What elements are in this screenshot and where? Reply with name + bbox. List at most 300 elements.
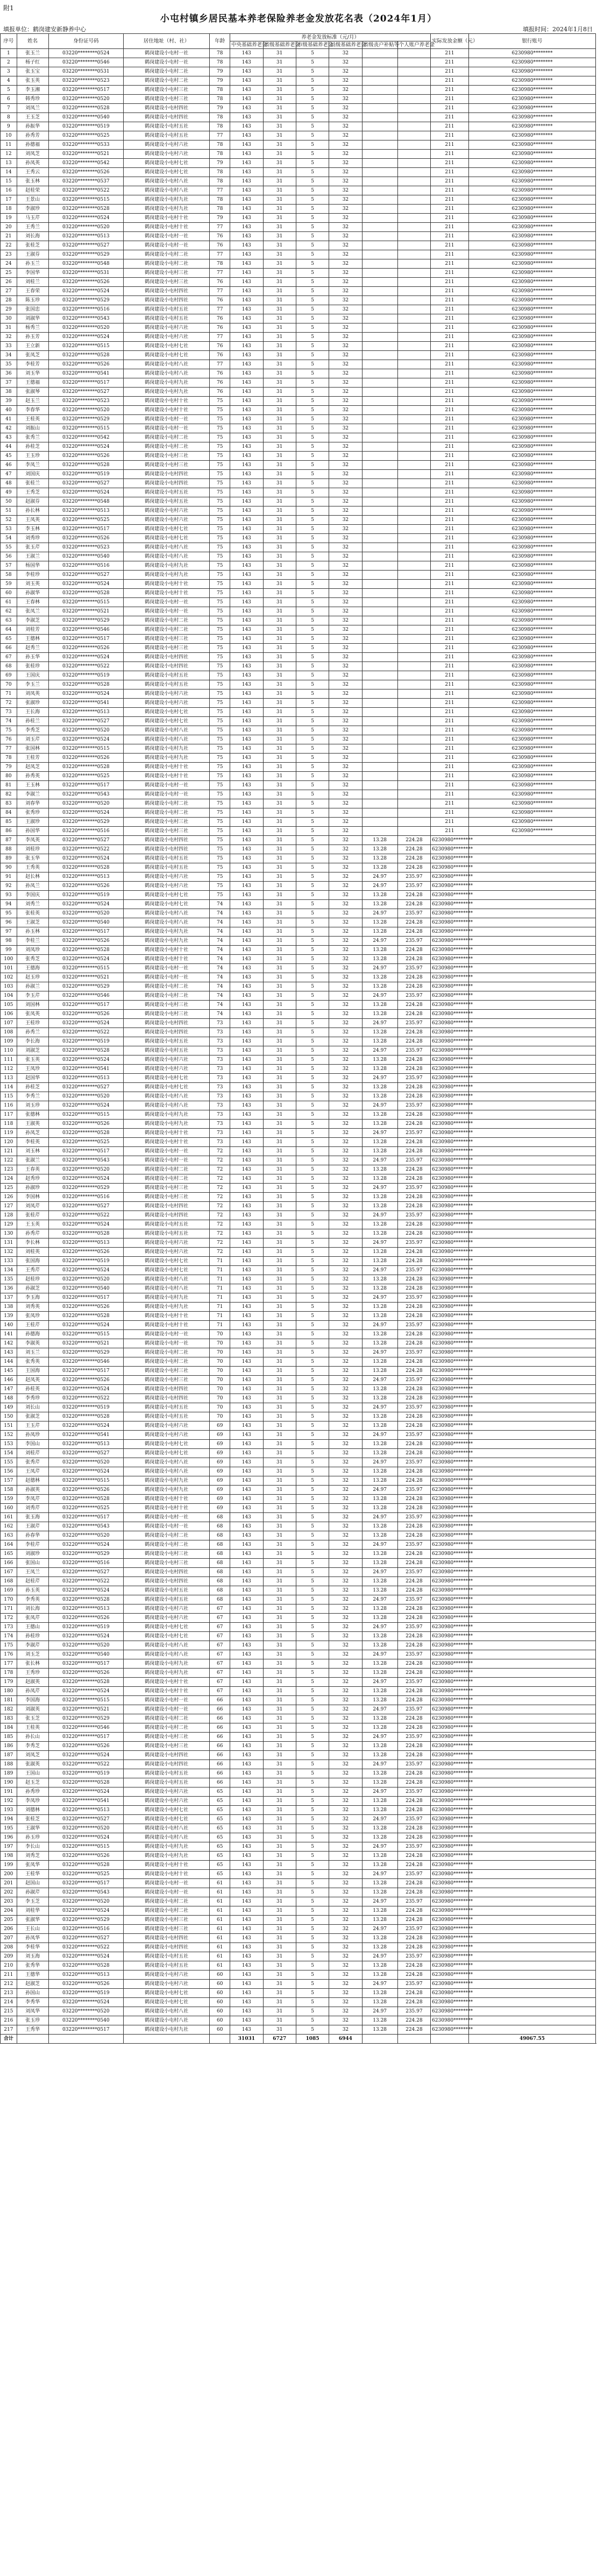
cell-id: 03220********0524 [48,900,123,909]
cell-personal [397,415,430,424]
cell-seq: 41 [1,415,17,424]
cell-central: 143 [230,1284,263,1293]
cell-personal: 235.97 [397,1568,430,1577]
cell-id: 03220********0527 [48,571,123,580]
cell-address: 鹤岗建设小屯村四社 [123,1943,209,1952]
cell-age: 67 [210,1623,230,1632]
cell-bank [468,1669,595,1678]
table-row [1,1916,596,1925]
cell-id: 03220********0515 [48,744,123,754]
table-row [1,1367,596,1376]
cell-subsidy [362,269,397,278]
cell-seq: 111 [1,1055,17,1065]
cell-total: 6230980******** [431,1577,469,1586]
cell-personal: 235.97 [397,1266,430,1275]
cell-county: 32 [329,644,362,653]
cell-bank [468,1083,595,1092]
cell-seq: 56 [1,552,17,561]
cell-age: 73 [210,1028,230,1037]
table-row [1,388,596,397]
cell-address: 鹤岗建设小屯村五社 [123,1046,209,1055]
cell-county: 32 [329,680,362,689]
cell-personal: 224.28 [397,1879,430,1888]
cell-provincial: 31 [263,644,296,653]
cell-subsidy [362,314,397,323]
cell-personal [397,653,430,662]
cell-municipal: 5 [296,360,329,369]
cell-central: 143 [230,790,263,799]
cell-county: 32 [329,1531,362,1540]
cell-address: 鹤岗建设小屯村九社 [123,388,209,397]
cell-bank: 6230980******** [468,122,595,131]
cell-municipal: 5 [296,452,329,461]
cell-central: 143 [230,1074,263,1083]
table-row [1,1989,596,1998]
cell-id: 03220********0525 [48,1870,123,1879]
cell-seq: 39 [1,397,17,406]
cell-total: 6230980******** [431,1513,469,1522]
cell-address: 鹤岗建设小屯村七社 [123,900,209,909]
cell-county: 32 [329,1961,362,1970]
cell-name: 张桂珍 [17,662,48,671]
cell-total: 211 [431,269,469,278]
cell-seq: 213 [1,1989,17,1998]
cell-seq: 119 [1,1129,17,1138]
cell-personal: 235.97 [397,1842,430,1852]
cell-personal: 224.28 [397,1577,430,1586]
table-row [1,836,596,845]
cell-personal: 235.97 [397,1074,430,1083]
cell-provincial: 31 [263,827,296,836]
cell-seq: 132 [1,1248,17,1257]
cell-name: 王淑华 [17,1824,48,1833]
cell-county: 32 [329,754,362,763]
cell-municipal: 5 [296,378,329,388]
cell-provincial: 31 [263,1540,296,1550]
cell-total: 6230980******** [431,1870,469,1879]
cell-address: 鹤岗建设小屯村七社 [123,1083,209,1092]
cell-county: 32 [329,1641,362,1650]
cell-county: 32 [329,2016,362,2025]
cell-personal: 235.97 [397,1925,430,1934]
cell-total: 211 [431,58,469,67]
cell-county: 32 [329,1842,362,1852]
cell-name: 赵淑芬 [17,497,48,506]
cell-total: 211 [431,827,469,836]
cell-central: 143 [230,534,263,543]
cell-age: 71 [210,1275,230,1284]
cell-bank [468,1367,595,1376]
cell-age: 60 [210,1970,230,1980]
cell-seq: 183 [1,1714,17,1723]
cell-central: 143 [230,1742,263,1751]
table-row [1,1879,596,1888]
cell-id: 03220********0541 [48,1065,123,1074]
cell-county: 32 [329,699,362,708]
cell-personal [397,314,430,323]
cell-provincial: 31 [263,406,296,415]
cell-central: 143 [230,1476,263,1486]
table-row [1,415,596,424]
cell-county: 32 [329,488,362,497]
cell-municipal: 5 [296,2025,329,2035]
cell-address: 鹤岗建设小屯村七社 [123,1998,209,2007]
cell-seq: 43 [1,433,17,442]
cell-seq: 51 [1,506,17,516]
cell-county: 32 [329,571,362,580]
cell-id: 03220********0524 [48,854,123,863]
cell-bank [468,1797,595,1806]
cell-age: 75 [210,717,230,726]
cell-provincial: 31 [263,891,296,900]
cell-seq: 176 [1,1650,17,1659]
cell-central: 143 [230,1293,263,1303]
cell-central: 143 [230,644,263,653]
cell-personal: 224.28 [397,1412,430,1421]
cell-municipal: 5 [296,1614,329,1623]
cell-name: 孙桂芝 [17,442,48,452]
cell-seq: 25 [1,269,17,278]
cell-age: 74 [210,1001,230,1010]
cell-name: 赵德林 [17,1476,48,1486]
cell-municipal: 5 [296,991,329,1001]
cell-name: 刘玉芹 [17,735,48,744]
cell-provincial: 31 [263,159,296,168]
cell-name: 李玉林 [17,525,48,534]
cell-central: 143 [230,1659,263,1669]
cell-seq: 107 [1,1019,17,1028]
cell-name: 刘国庆 [17,470,48,479]
cell-total: 211 [431,177,469,186]
cell-municipal: 5 [296,1385,329,1394]
cell-provincial: 31 [263,1083,296,1092]
cell-age: 71 [210,1321,230,1330]
cell-name: 李玉芝 [17,1897,48,1906]
cell-name: 张桂芹 [17,1211,48,1220]
cell-subsidy [362,561,397,571]
cell-seq: 8 [1,113,17,122]
cell-id: 03220********0527 [48,1568,123,1577]
cell-central: 143 [230,1193,263,1202]
cell-id: 03220********0520 [48,1531,123,1540]
cell-id: 03220********0537 [48,177,123,186]
cell-seq: 134 [1,1266,17,1275]
cell-total: 6230980******** [431,1348,469,1357]
cell-subsidy: 13.28 [362,845,397,854]
cell-age: 67 [210,1659,230,1669]
cell-id: 03220********0524 [48,442,123,452]
cell-provincial: 31 [263,1797,296,1806]
cell-central: 143 [230,872,263,882]
cell-id: 03220********0529 [48,982,123,991]
cell-municipal: 5 [296,580,329,589]
cell-bank [468,1742,595,1751]
cell-central: 143 [230,863,263,872]
cell-county: 32 [329,1174,362,1184]
cell-county: 32 [329,1751,362,1760]
cell-id: 03220********0517 [48,1293,123,1303]
cell-address: 鹤岗建设小屯村三社 [123,1559,209,1568]
cell-address: 鹤岗建设小屯村二社 [123,1531,209,1540]
cell-age: 75 [210,534,230,543]
cell-central: 143 [230,918,263,927]
cell-subsidy [362,296,397,305]
cell-personal: 224.28 [397,973,430,982]
cell-id: 03220********0519 [48,671,123,680]
cell-age: 75 [210,442,230,452]
cell-subsidy: 13.28 [362,863,397,872]
cell-personal: 235.97 [397,1156,430,1165]
cell-id: 03220********0546 [48,1357,123,1367]
cell-personal: 224.28 [397,1367,430,1376]
cell-municipal: 5 [296,1147,329,1156]
cell-address: 鹤岗建设小屯村二社 [123,1723,209,1733]
cell-personal: 224.28 [397,900,430,909]
cell-bank [468,1513,595,1522]
cell-personal: 235.97 [397,1321,430,1330]
cell-personal [397,754,430,763]
cell-county: 32 [329,625,362,635]
cell-municipal: 5 [296,442,329,452]
cell-address: 鹤岗建设小屯村十社 [123,1312,209,1321]
cell-central: 143 [230,580,263,589]
total-cell: 49067.55 [468,2035,595,2044]
cell-id: 03220********0522 [48,186,123,195]
cell-name: 孙长山 [17,1733,48,1742]
cell-total: 211 [431,241,469,250]
table-row [1,1696,596,1705]
cell-id: 03220********0526 [48,360,123,369]
cell-address: 鹤岗建设小屯村二社 [123,1540,209,1550]
cell-id: 03220********0513 [48,708,123,717]
cell-name: 赵长林 [17,872,48,882]
cell-provincial: 31 [263,1842,296,1852]
cell-age: 75 [210,543,230,552]
cell-central: 143 [230,1833,263,1842]
table-row [1,937,596,946]
cell-address: 鹤岗建设小屯村二社 [123,982,209,991]
cell-central: 143 [230,1348,263,1357]
cell-municipal: 5 [296,1495,329,1504]
cell-name: 李玉湘 [17,86,48,95]
cell-address: 鹤岗建设小屯村八社 [123,726,209,735]
cell-subsidy [362,625,397,635]
cell-address: 鹤岗建设小屯村四社 [123,653,209,662]
cell-id: 03220********0524 [48,1687,123,1696]
cell-bank [468,1248,595,1257]
cell-seq: 47 [1,470,17,479]
cell-municipal: 5 [296,662,329,671]
cell-personal [397,397,430,406]
cell-address: 鹤岗建设小屯村六社 [123,1787,209,1797]
cell-id: 03220********0516 [48,827,123,836]
cell-total: 211 [431,122,469,131]
cell-name: 孙秀芹 [17,1229,48,1238]
table-row [1,1751,596,1760]
cell-personal [397,131,430,140]
cell-subsidy [362,177,397,186]
cell-bank [468,1458,595,1467]
cell-municipal: 5 [296,86,329,95]
cell-county: 32 [329,86,362,95]
cell-personal [397,296,430,305]
cell-bank: 6230980******** [468,360,595,369]
cell-address: 鹤岗建设小屯村二社 [123,1348,209,1357]
cell-age: 66 [210,1760,230,1769]
cell-id: 03220********0516 [48,561,123,571]
cell-central: 143 [230,836,263,845]
cell-central: 143 [230,1961,263,1970]
cell-bank: 6230980******** [468,58,595,67]
cell-municipal: 5 [296,1449,329,1458]
cell-address: 鹤岗建设小屯村九社 [123,754,209,763]
cell-central: 143 [230,708,263,717]
cell-subsidy: 13.28 [362,1467,397,1476]
cell-personal [397,671,430,680]
cell-subsidy [362,653,397,662]
cell-id: 03220********0540 [48,552,123,561]
cell-county: 32 [329,1650,362,1659]
cell-age: 66 [210,1742,230,1751]
cell-total: 6230980******** [431,891,469,900]
cell-county: 32 [329,1303,362,1312]
cell-age: 78 [210,95,230,104]
cell-total: 211 [431,616,469,625]
cell-name: 张桂英 [17,909,48,918]
cell-subsidy [362,223,397,232]
cell-subsidy: 13.28 [362,1559,397,1568]
cell-total: 211 [431,296,469,305]
cell-county: 32 [329,131,362,140]
cell-subsidy: 13.28 [362,1248,397,1257]
cell-subsidy [362,415,397,424]
cell-central: 143 [230,287,263,296]
cell-bank [468,1806,595,1815]
cell-total: 211 [431,333,469,342]
cell-municipal: 5 [296,1723,329,1733]
cell-central: 143 [230,1458,263,1467]
cell-personal: 224.28 [397,1522,430,1531]
cell-personal: 224.28 [397,1440,430,1449]
cell-id: 03220********0541 [48,369,123,378]
total-cell [48,2035,123,2044]
cell-name: 孙桂兰 [17,717,48,726]
cell-central: 143 [230,1641,263,1650]
cell-name: 张国忠 [17,305,48,314]
cell-age: 77 [210,333,230,342]
cell-subsidy: 24.97 [362,1486,397,1495]
cell-age: 75 [210,415,230,424]
cell-municipal: 5 [296,1065,329,1074]
cell-age: 77 [210,250,230,259]
table-row [1,644,596,653]
cell-bank: 6230980******** [468,250,595,259]
cell-provincial: 31 [263,378,296,388]
cell-address: 鹤岗建设小屯村九社 [123,1303,209,1312]
cell-address: 鹤岗建设小屯村六社 [123,1604,209,1614]
cell-county: 32 [329,1266,362,1275]
cell-subsidy: 13.28 [362,1989,397,1998]
cell-central: 143 [230,259,263,269]
cell-seq: 159 [1,1495,17,1504]
cell-subsidy: 24.97 [362,1431,397,1440]
cell-subsidy: 13.28 [362,1110,397,1120]
cell-personal [397,333,430,342]
cell-total: 211 [431,717,469,726]
cell-county: 32 [329,561,362,571]
cell-county: 32 [329,1449,362,1458]
cell-central: 143 [230,351,263,360]
table-row [1,1778,596,1787]
cell-municipal: 5 [296,1961,329,1970]
cell-age: 75 [210,754,230,763]
cell-personal: 224.28 [397,1970,430,1980]
cell-bank: 6230980******** [468,653,595,662]
cell-central: 143 [230,1906,263,1916]
cell-id: 03220********0526 [48,168,123,177]
cell-name: 李凤英 [17,836,48,845]
cell-municipal: 5 [296,1925,329,1934]
cell-subsidy: 24.97 [362,991,397,1001]
cell-seq: 114 [1,1083,17,1092]
cell-provincial: 31 [263,1046,296,1055]
cell-provincial: 31 [263,1806,296,1815]
cell-seq: 208 [1,1943,17,1952]
cell-personal: 224.28 [397,1476,430,1486]
table-row [1,689,596,699]
cell-municipal: 5 [296,205,329,214]
cell-total: 6230980******** [431,1312,469,1321]
cell-personal: 224.28 [397,1989,430,1998]
cell-seq: 36 [1,369,17,378]
cell-total: 211 [431,525,469,534]
cell-bank: 6230980******** [468,433,595,442]
cell-personal [397,461,430,470]
cell-provincial: 31 [263,1888,296,1897]
cell-central: 143 [230,1055,263,1065]
cell-county: 32 [329,516,362,525]
cell-address: 鹤岗建设小屯村九社 [123,1842,209,1852]
cell-address: 鹤岗建设小屯村八社 [123,186,209,195]
cell-name: 李凤珍 [17,1797,48,1806]
cell-county: 32 [329,1568,362,1577]
cell-id: 03220********0519 [48,1623,123,1632]
cell-address: 鹤岗建设小屯村二社 [123,259,209,269]
cell-subsidy: 13.28 [362,1522,397,1531]
cell-central: 143 [230,406,263,415]
cell-seq: 11 [1,140,17,150]
cell-age: 60 [210,1980,230,1989]
cell-subsidy [362,470,397,479]
cell-subsidy [362,442,397,452]
cell-name: 赵凤芝 [17,763,48,772]
cell-seq: 14 [1,168,17,177]
cell-county: 32 [329,406,362,415]
cell-personal [397,177,430,186]
cell-subsidy: 24.97 [362,1321,397,1330]
cell-provincial: 31 [263,1202,296,1211]
cell-id: 03220********0540 [48,1650,123,1659]
cell-central: 143 [230,1412,263,1421]
cell-central: 143 [230,342,263,351]
cell-central: 143 [230,799,263,808]
cell-bank: 6230980******** [468,479,595,488]
cell-bank: 6230980******** [468,662,595,671]
cell-seq: 182 [1,1705,17,1714]
cell-address: 鹤岗建设小屯村三社 [123,95,209,104]
cell-personal [397,424,430,433]
cell-address: 鹤岗建设小屯村七社 [123,1632,209,1641]
